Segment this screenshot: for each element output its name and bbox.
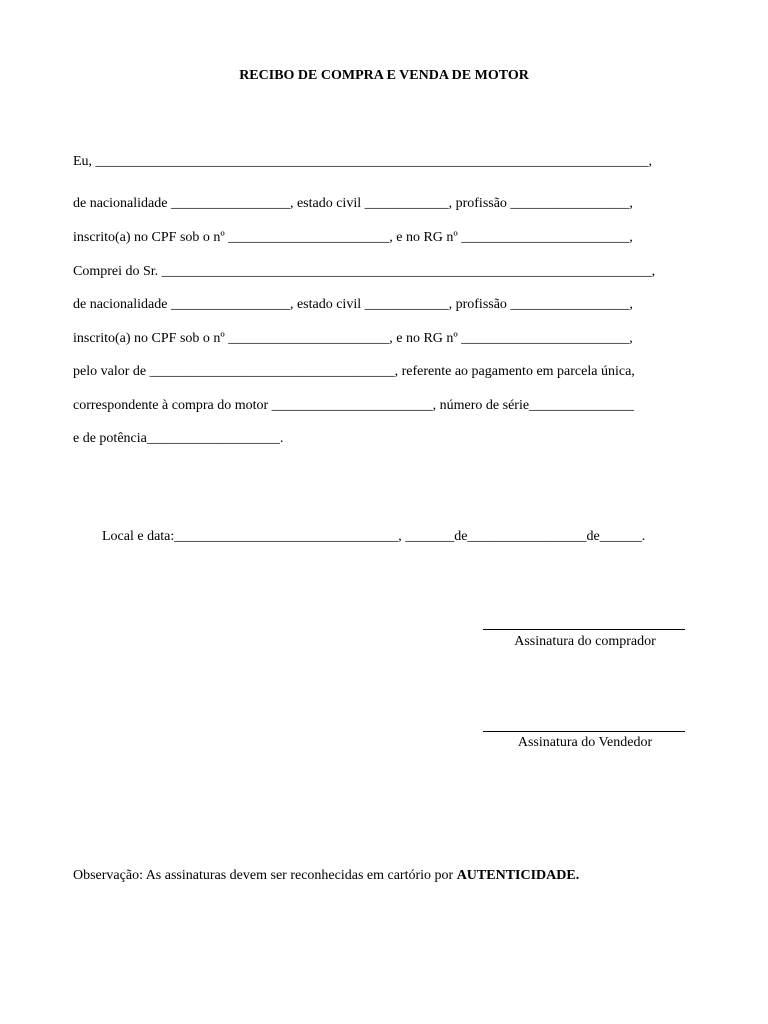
seller-signature-line [483,731,685,732]
buyer-signature-line [483,629,685,630]
field-line-eu: Eu, _______________________________________________________________________________, [73,154,653,169]
local-data-line: Local e data:________________________________, _______de_________________de______. [102,529,646,544]
field-line-nacionalidade-1: de nacionalidade _________________, estado civil ____________, profissão _________________, [73,196,633,211]
field-line-valor: pelo valor de ___________________________________, referente ao pagamento em parcela única, [73,364,635,379]
field-line-cpf-rg-2: inscrito(a) no CPF sob o nº _______________________, e no RG nº ________________________, [73,331,633,346]
buyer-signature-label: Assinatura do comprador [514,634,656,649]
field-line-cpf-rg-1: inscrito(a) no CPF sob o nº _______________________, e no RG nº ________________________, [73,230,633,245]
observation-text: Observação: As assinaturas devem ser reconhecidas em cartório por [73,868,457,883]
observation-note [73,868,579,884]
observation-emphasis: AUTENTICIDADE. [456,868,580,883]
field-line-motor-serie: correspondente à compra do motor _______________________, número de série_______________ [73,398,635,413]
seller-signature-label: Assinatura do Vendedor [517,735,653,750]
field-line-comprei-do: Comprei do Sr. ______________________________________________________________________, [73,264,656,279]
document-title: RECIBO DE COMPRA E VENDA DE MOTOR [239,68,529,83]
field-line-potencia: e de potência___________________. [73,431,284,446]
field-line-nacionalidade-2: de nacionalidade _________________, estado civil ____________, profissão _________________, [73,297,633,312]
